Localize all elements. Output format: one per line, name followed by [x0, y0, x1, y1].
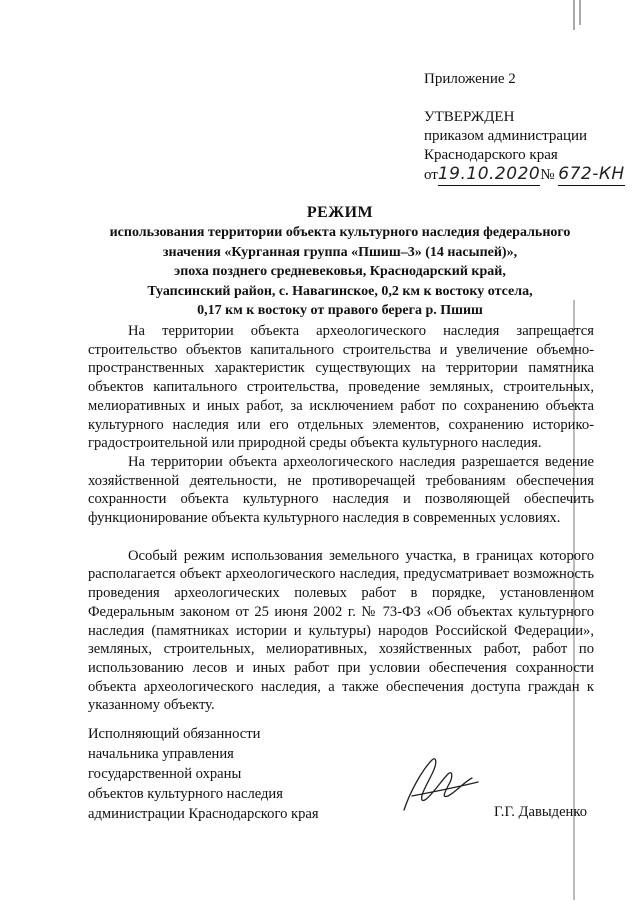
- signatory-block: [88, 724, 319, 824]
- signatory-line: начальника управления: [88, 746, 234, 762]
- approval-line-1: приказом администрации: [424, 128, 588, 144]
- title-line: эпоха позднего средневековья, Краснодарский край,: [174, 264, 506, 279]
- signatory-line: Исполняющий обязанности: [88, 726, 261, 742]
- handwritten-signature: [392, 752, 482, 822]
- signatory-line: администрации Краснодарского края: [88, 806, 319, 822]
- number-label: №: [540, 167, 555, 183]
- signatory-line: объектов культурного наследия: [88, 786, 283, 802]
- document-body: [88, 322, 594, 715]
- document-title: [80, 203, 600, 321]
- handwritten-date: 19.10.2020: [437, 164, 541, 184]
- body-paragraph: На территории объекта археологического наследия запрещается строительство объектов капитального строительства и увеличение объемно-пространственных характеристик существующих на территории памятника объектов капитального строительства, проведение земляных, строительных, мелиоративных и иных работ, за исключением работ по сохранению объекта культурного наследия или его отдельных элементов, сохранению историко-градостроительной или природной среды объекта культурного наследия.: [88, 323, 594, 452]
- approval-line-2: Краснодарского края: [424, 147, 558, 163]
- title-line: Туапсинский район, с. Навагинское, 0,2 км к востоку отсела,: [147, 283, 533, 299]
- from-label: от: [424, 167, 438, 183]
- appendix-label: Приложение 2: [424, 71, 516, 87]
- body-paragraph: Особый режим использования земельного участка, в границах которого располагается объект археологического наследия, предусматривает возможность проведения археологических полевых работ в порядке, установленном Федеральным законом от 25 июня 2002 г. № 73-ФЗ «Об объектах культурного наследия (памятниках истории и культуры) народов Российской Федерации», земляных, строительных, мелиоративных, хозяйственных работ, работ по использованию лесов и иных работ при условии обеспечения сохранности объекта археологического наследия, а также обеспечения доступа граждан к указанному объекту.: [88, 547, 594, 714]
- approved-label: УТВЕРЖДЕН: [424, 109, 515, 125]
- title-line: 0,17 км к востоку от правого берега р. Пшиш: [197, 303, 483, 318]
- title-line: использования территории объекта культурного наследия федерального: [109, 225, 571, 240]
- title-line: значения «Курганная группа «Пшиш–3» (14 насыпей)»,: [162, 244, 518, 260]
- approval-block: [424, 70, 625, 186]
- approval-date-number: [424, 165, 625, 186]
- handwritten-number: 672-КН: [558, 164, 625, 184]
- signatory-line: государственной охраны: [88, 766, 242, 782]
- title-heading: РЕЖИМ: [306, 204, 374, 221]
- body-paragraph: На территории объекта археологического наследия разрешается ведение хозяйственной деятельности, не противоречащей требованиям обеспечения сохранности объекта культурного наследия и позволяющей обеспечить функционирование объекта культурного наследия в современных условиях.: [88, 453, 594, 527]
- signer-name: Г.Г. Давыденко: [494, 804, 588, 820]
